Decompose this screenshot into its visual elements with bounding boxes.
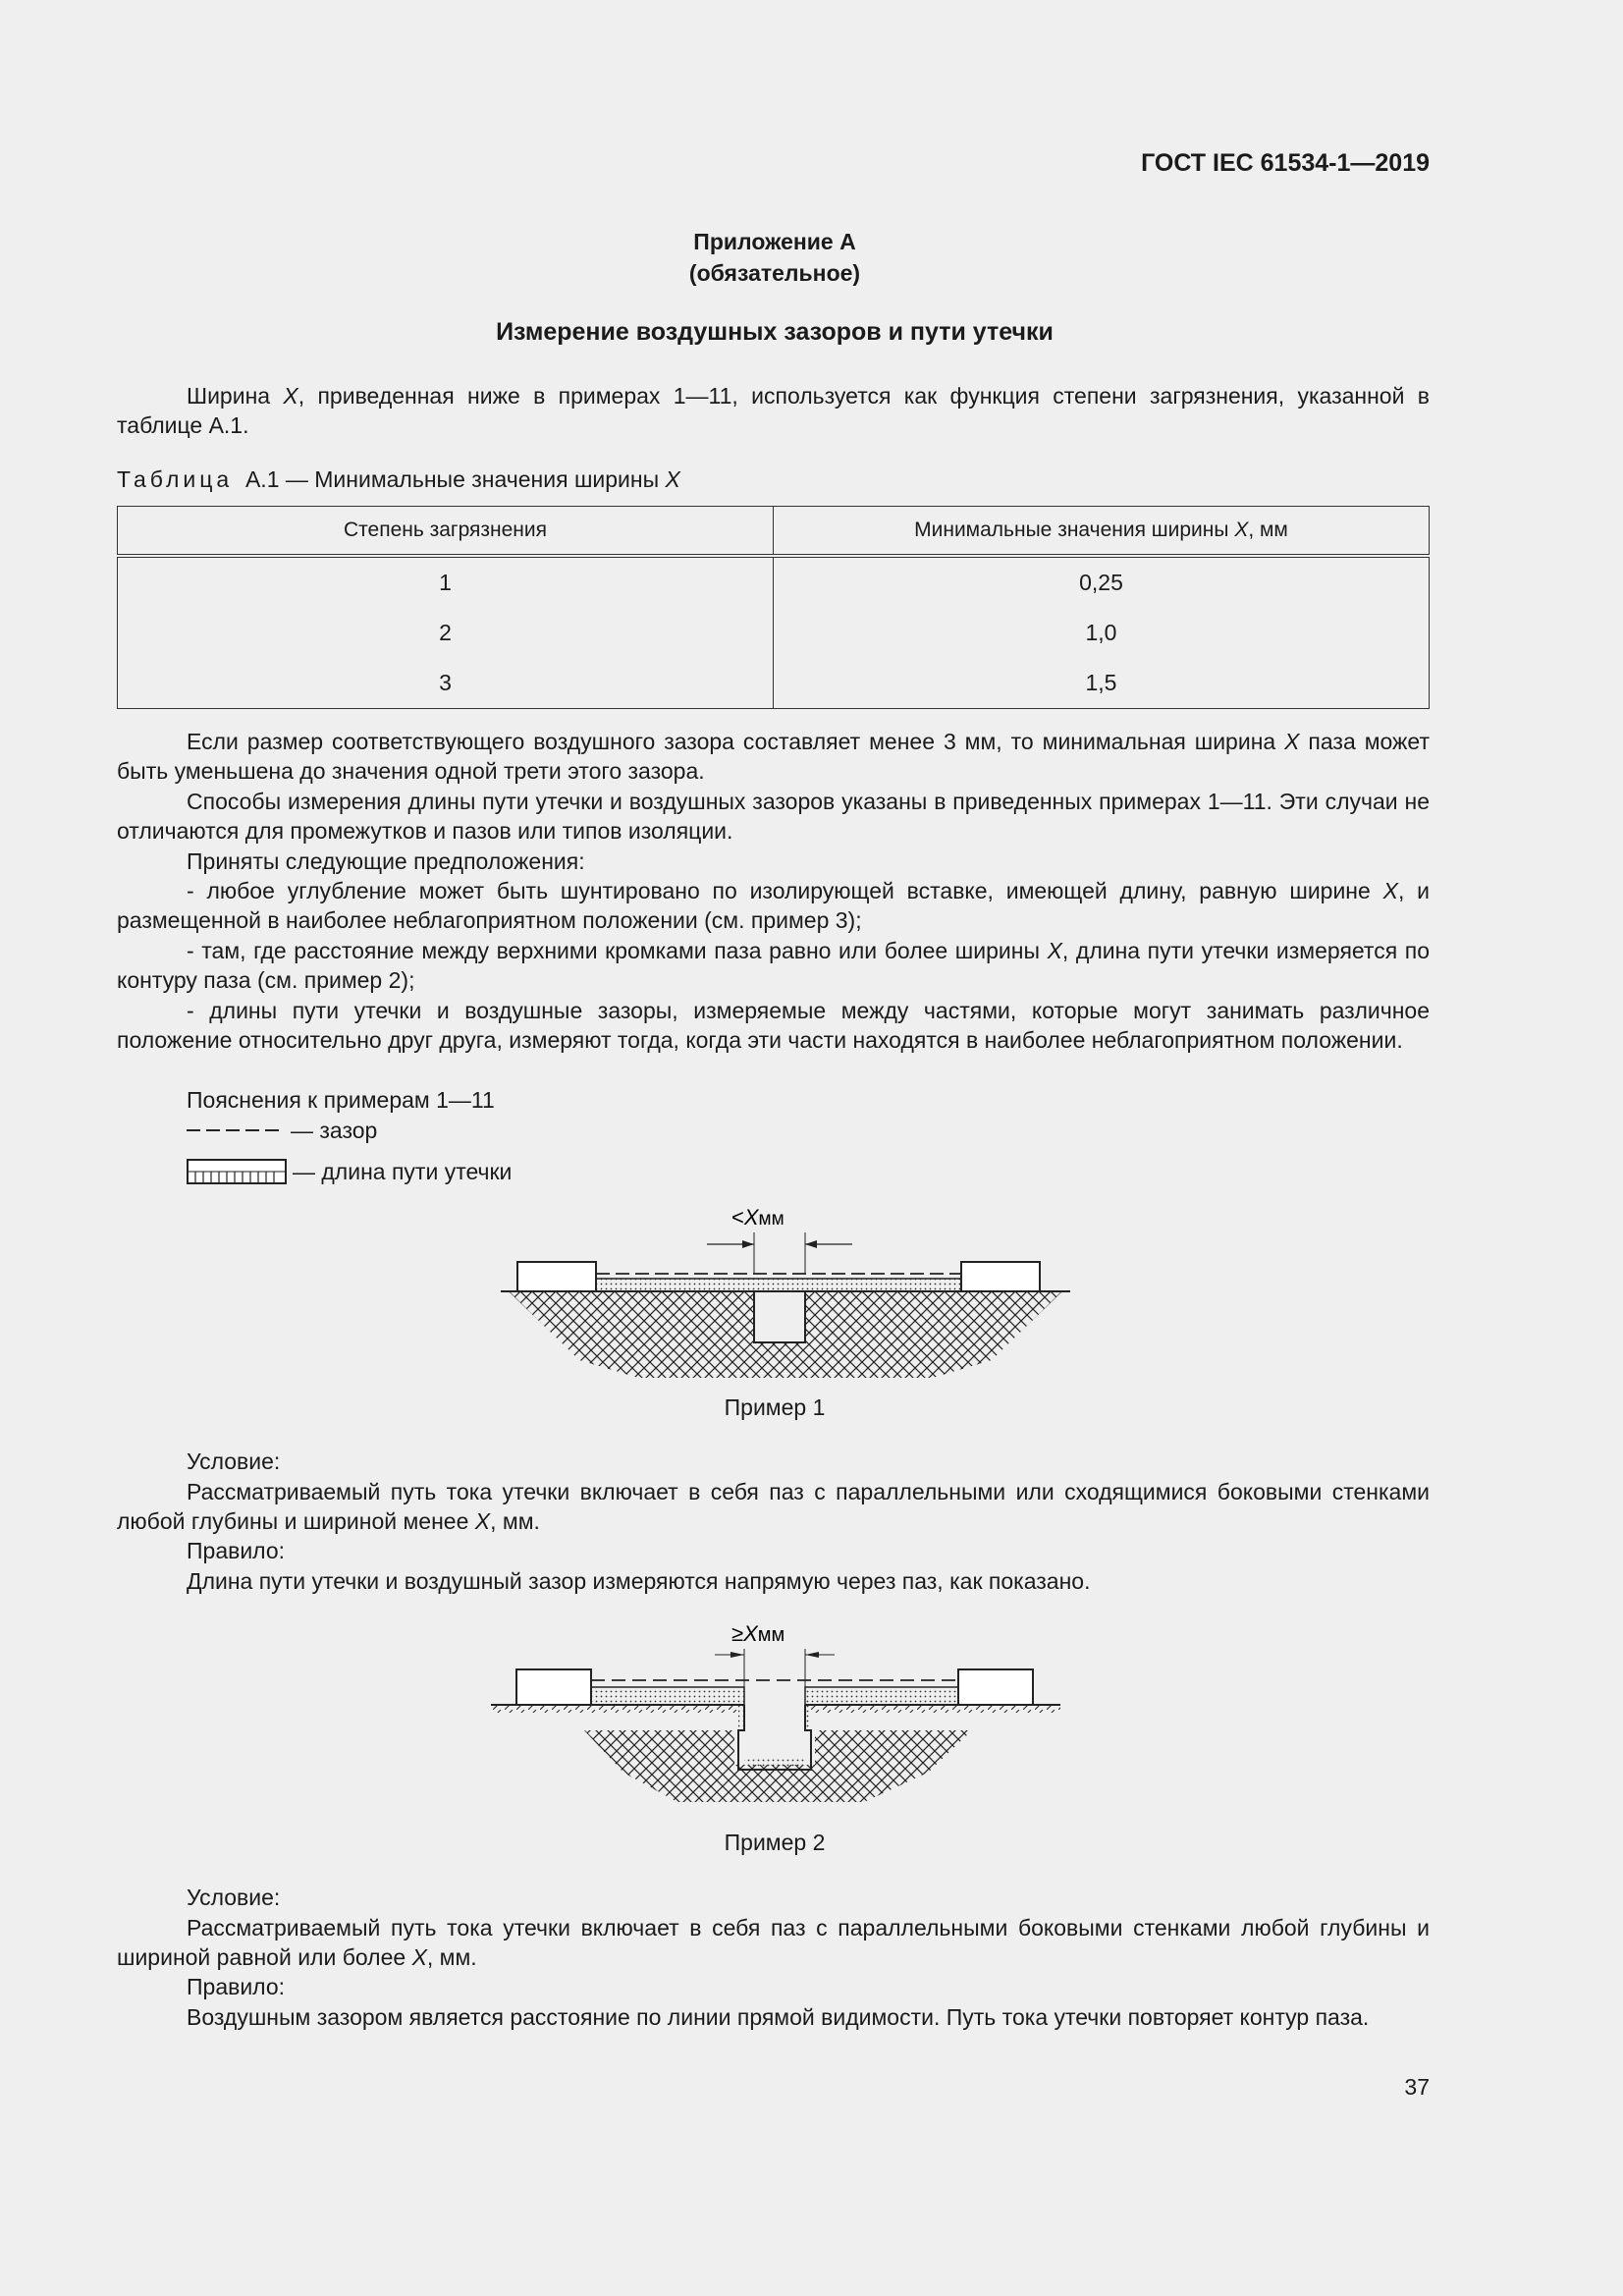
annex-heading: Измерение воздушных зазоров и пути утечки <box>496 318 1054 346</box>
annex-status: (обязательное) <box>688 260 861 286</box>
list-item: - там, где расстояние между верхними кромками паза равно или более ширины X, длина пути утечки измеряется по контуру паза (см. пример 2); <box>117 938 1430 993</box>
dimension-label: <Xмм <box>731 1205 784 1230</box>
condition-text: Рассматриваемый путь тока утечки включает в себя паз с параллельными или сходящимися боковыми стенками любой глубины и шириной менее X, мм. <box>117 1479 1430 1534</box>
table-cell: 2 <box>118 608 774 658</box>
paragraph: Приняты следующие предположения: <box>187 848 585 874</box>
annex-title <box>0 226 1549 289</box>
annex-label: Приложение А <box>693 229 856 254</box>
table-cell: 1 <box>118 556 774 608</box>
table-header-row <box>118 507 1430 557</box>
list-item: - длины пути утечки и воздушные зазоры, измеряемые между частями, которые могут занимать различное положение относительно друг друга, измеряют тогда, когда эти части находятся в наиболее неблагоприятном положении. <box>117 998 1430 1053</box>
table-cell: 0,25 <box>774 556 1430 608</box>
table-cell: 1,5 <box>774 658 1430 709</box>
pollution-table <box>117 506 1430 709</box>
table-row <box>118 608 1430 658</box>
example-1-figure <box>491 1203 1080 1385</box>
page-number: 37 <box>1404 2074 1430 2100</box>
example-2-caption: Пример 2 <box>724 1830 826 1855</box>
rule-text: Воздушным зазором является расстояние по линии прямой видимости. Путь тока утечки повторяет контур паза. <box>187 2004 1370 2030</box>
legend-title: Пояснения к примерам 1—11 <box>187 1087 495 1113</box>
example-2-figure <box>481 1615 1070 1812</box>
table-row <box>118 658 1430 709</box>
table-cell: 1,0 <box>774 608 1430 658</box>
paragraph: Если размер соответствующего воздушного зазора составляет менее 3 мм, то минимальная ширина X паза может быть уменьшена до значения одной трети этого зазора. <box>117 729 1430 784</box>
condition-text: Рассматриваемый путь тока утечки включает в себя паз с параллельными боковыми стенками любой глубины и шириной равной или более X, мм. <box>117 1915 1430 1970</box>
table-cell: 3 <box>118 658 774 709</box>
hatched-strip-icon <box>187 1158 287 1185</box>
dimension-label: ≥Xмм <box>731 1621 785 1646</box>
legend-creepage: — длина пути утечки <box>187 1157 512 1186</box>
condition-label: Условие: <box>187 1449 281 1474</box>
standard-number: ГОСТ IEC 61534-1—2019 <box>1141 149 1430 177</box>
rule-text: Длина пути утечки и воздушный зазор измеряются напрямую через паз, как показано. <box>187 1568 1091 1594</box>
intro-paragraph: Ширина X, приведенная ниже в примерах 1—11, используется как функция степени загрязнения, указанной в таблице А.1. <box>117 383 1431 438</box>
table-header-cell: Степень загрязнения <box>118 507 774 557</box>
table-caption: Таблица А.1 — Минимальные значения ширины X <box>117 466 680 492</box>
condition-label: Условие: <box>187 1885 281 1910</box>
table-row <box>118 556 1430 608</box>
rule-label: Правило: <box>187 1974 286 1999</box>
list-item: - любое углубление может быть шунтировано по изолирующей вставке, имеющей длину, равную ширине X, и размещенной в наиболее неблагоприятном положении (см. пример 3); <box>117 878 1430 933</box>
table-header-cell: Минимальные значения ширины X, мм <box>774 507 1430 557</box>
paragraph: Способы измерения длины пути утечки и воздушных зазоров указаны в приведенных примерах 1—11. Эти случаи не отличаются для промежутков и пазов или типов изоляции. <box>117 789 1430 844</box>
dashed-line-icon <box>187 1123 285 1137</box>
legend-gap: — зазор <box>187 1116 377 1145</box>
example-1-caption: Пример 1 <box>724 1394 826 1420</box>
rule-label: Правило: <box>187 1538 286 1563</box>
